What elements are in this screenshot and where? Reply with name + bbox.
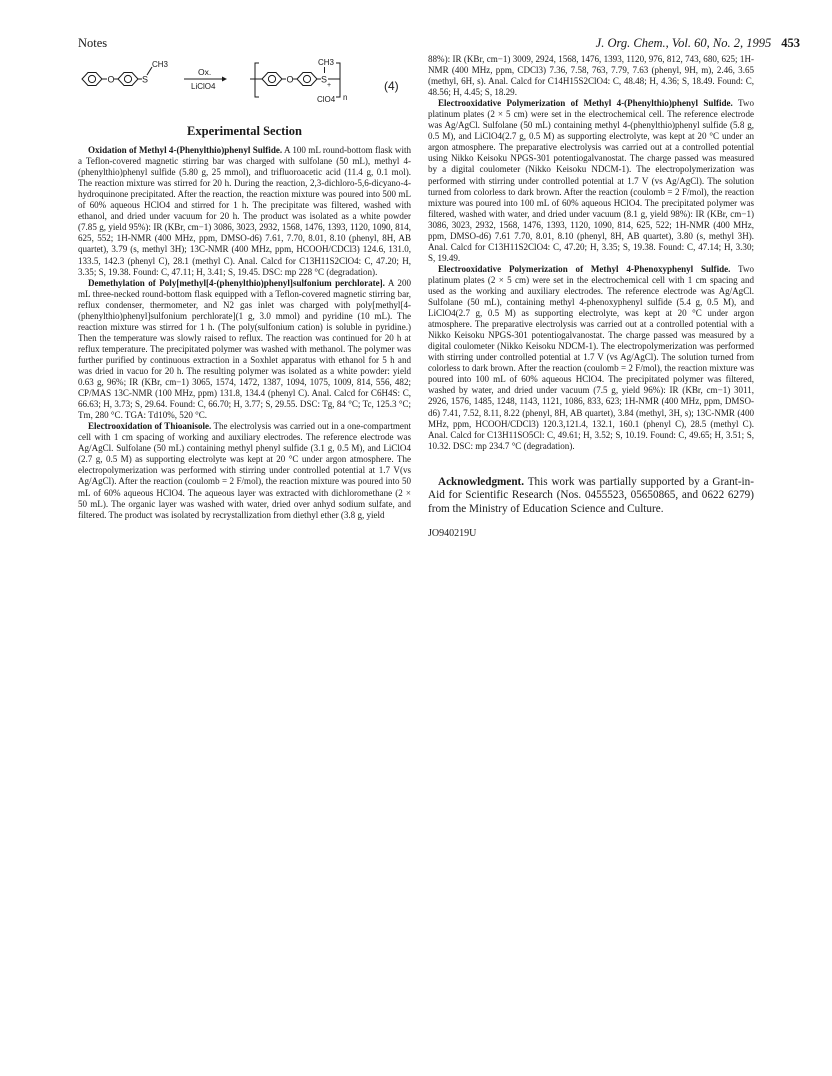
aromatic-circle-1 xyxy=(88,75,95,82)
paragraph-body: Two platinum plates (2 × 5 cm) were set in the electrochemical cell. The reference electrode was Ag/AgCl. Sulfolane (50 mL) containing methyl 4-(phenylthio)phenyl sulfide (5.8 g, 0.5 M), and LiClO4(2.7 g, 0.5 M) as supporting electrolyte, was kept at 20 °C under an argon atmosphere. The preparative electrolysis was carried out at a controlled potential using Nikko Keisoku NPGS-301 potentiogalvanostat. The charge passed was measured by a digital coulometer (Nikko Keisoku NDCM-1). The electropolymerization was performed with stirring under controlled potential at 1.7 V (vs Ag/AgCl). The solution turned from colorless to dark brown. After the reaction (coulomb = 2 F/mol), the reaction mixture was poured into 100 mL of 60% aqueous HClO4. The precipitated polymer was filtered, washed with water, and dried under vacuum (8.1 g, yield 98%): IR (KBr, cm−1) 3086, 3023, 2932, 1568, 1476, 1393, 1120, 1090, 814, 625, 522; 1H-NMR (400 MHz, ppm, DMSO-d6) 7.61 7.70, 8.01, 8.10 (phenyl, 8H, AB quartet), 3.80 (s, methyl 3H). Anal. Calcd for C13H11S2ClO4: C, 47.20; H, 3.35; S, 19.38. Found: C, 47.14; H, 3.30; S, 19.49. xyxy=(428,98,754,263)
manuscript-code: JO940219U xyxy=(428,528,477,540)
page-number: 453 xyxy=(781,36,800,50)
sulfur-label-left: S xyxy=(142,74,149,85)
paragraph-title: Demethylation of Poly[methyl[4-(phenylthio)phenyl]sulfonium perchlorate]. xyxy=(88,277,385,288)
benzene-ring-2 xyxy=(118,73,138,86)
bracket-right xyxy=(336,63,340,97)
paragraph-title: Oxidation of Methyl 4-(Phenylthio)phenyl Sulfide. xyxy=(88,145,283,156)
reaction-arrow-head xyxy=(222,77,227,82)
paragraph-demethylation xyxy=(78,278,411,422)
methyl-label-left: CH3 xyxy=(152,60,169,69)
repeat-index: n xyxy=(343,93,348,102)
oxygen-label-left: O xyxy=(107,74,115,85)
paragraph-title: Electrooxidation of Thioanisole. xyxy=(88,421,212,432)
right-column xyxy=(428,54,754,540)
perchlorate-counterion: ClO4 xyxy=(317,95,336,104)
paragraph-polymerization-phenoxy xyxy=(428,264,754,452)
acknowledgment xyxy=(428,476,754,517)
paragraph-body: The electrolysis was carried out in a one-compartment cell with 1 cm spacing of working and auxiliary electrodes. The reference electrode was Ag/AgCl. Sulfolane (50 mL) containing methyl phenyl sulfide (3.1 g, 0.5 M), and LiClO4 (2.7 g, 0.5 M) as supporting electrolyte was kept at 20 °C under argon atmosphere. The electropolymerization was performed with stirring under controlled potential at 1.7 V(vs Ag/AgCl). After the reaction (coulomb = 2 F/mol), the reaction mixture was poured into 50 mL of 60% aqueous HClO4. The aqueous layer was extracted with dichloromethane (2 × 50 mL). The organic layer was washed with water, dried over anhyd sodium sulfate, and filtered. The product was isolated by recrystallization from diethyl ether (3.8 g, yield xyxy=(78,421,411,520)
aromatic-circle-2 xyxy=(124,75,131,82)
paragraph-electrooxidation-thioanisole xyxy=(78,421,411,520)
section-heading: Experimental Section xyxy=(187,124,302,138)
benzene-ring-1 xyxy=(82,73,102,86)
running-head-section: Notes xyxy=(78,36,108,50)
paragraph-body: A 200 mL three-necked round-bottom flask equipped with a Teflon-covered magnetic stirring bar, reflux condenser, thermometer, and N2 gas inlet was charged with poly[methyl[4-(phenylthio)phenyl]sulfonium perchlorate](1 g, 3.0 mmol) and pyridine (10 mL). The reaction mixture was stirred for 1 h. (The poly(sulfonium cation) is soluble in pyridine.) Then the temperature was slowly raised to reflux. The reaction was continued for 20 h at reflux temperature. The precipitated polymer was washed with methanol. The polymer was further purified by continuous extraction in a Soxhlet apparatus with ethanol for 5 h and was dried in vacuo for 20 h. The resulting polymer was isolated as a white powder: yield 0.63 g, 96%; IR (KBr, cm−1) 3065, 1574, 1472, 1387, 1094, 1075, 1009, 814, 556, 482; CP/MAS 13C-NMR (100 MHz, ppm) 131.8, 134.4 (phenyl C). Anal. Calcd for C6H4S: C, 66.63; H, 3.73; S, 29.64. Found: C, 66.70; H, 3.77; S, 29.55. DSC: Tg, 84 °C; Tc, 125.3 °C; Tm, 280 °C. TGA: Td10%, 520 °C. xyxy=(78,277,411,421)
sulfonium-label: S xyxy=(321,74,328,85)
paragraph-title: Electrooxidative Polymerization of Methyl 4-(Phenylthio)phenyl Sulfide. xyxy=(438,98,733,109)
reaction-scheme xyxy=(78,54,411,120)
polymer-ring-1 xyxy=(262,73,282,86)
paragraph-body: Two platinum plates (2 × 5 cm) were set in the electrochemical cell with 1 cm spacing and used as the working and auxiliary electrodes. The reference electrode was Ag/AgCl. Sulfolane (50 mL), containing methyl 4-phenoxyphenyl sulfide (5.4 g, 0.5 M), and LiClO4(2.7 g, 0.5 M) as supporting electrolyte, was kept at 20 °C under argon atmosphere. The preparative electrolysis was carried out at a controlled potential with a Nikko Keisoku NPGS-301 potentiogalvanostat. The charge passed was measured by a digital coulometer (Nikko Keisoku NDCM-1). The electropolymerization was performed with stirring under controlled potential at 1.7 V (vs Ag/AgCl). The solution turned from colorless to dark brown. After the reaction (coulomb = 2 F/mol), the reaction mixture was poured into 100 mL of 60% aqueous HClO4. The precipitated polymer was filtered, washed by water, and dried under vacuum (7.5 g, yield 96%): IR (KBr, cm−1) 3011, 2926, 1576, 1485, 1248, 1143, 1121, 1086, 833, 623; 1H-NMR (400 MHz, ppm, DMSO-d6) 7.41, 7.52, 8.11, 8.22 (phenyl, 8H, AB quartet), 3.84 (methyl, 3H, s); 13C-NMR (400 MHz, ppm, HCOOH/CDCl3) 120.3,121.4, 132.1, 160.1 (phenyl C), 28.5 (methyl C). Anal. Calcd for C13H11SO5Cl: C, 49.61; H, 3.52; S, 10.19. Found: C, 49.65; H, 3.51; S, 10.32. DSC: mp 234.7 °C (degradation). xyxy=(428,263,754,451)
polymer-ring-2 xyxy=(297,73,317,86)
positive-charge: + xyxy=(327,82,332,89)
paragraph-polymerization-phenylthio xyxy=(428,98,754,264)
methyl-label-right: CH3 xyxy=(318,58,335,67)
journal-citation: J. Org. Chem., Vol. 60, No. 2, 1995 xyxy=(595,36,772,50)
paragraph-title: Electrooxidative Polymerization of Methyl 4-Phenoxyphenyl Sulfide. xyxy=(438,263,731,274)
polymer-aromatic-circle-1 xyxy=(268,75,275,82)
paragraph-continuation: 88%): IR (KBr, cm−1) 3009, 2924, 1568, 1476, 1393, 1120, 976, 812, 743, 680, 625; 1H-NMR (400 MHz, ppm, CDCl3) 7.36, 7.58, 763, 7.79, 7.63 (phenyl, 9H, m), 2.46, 3.65 (methyl, 6H, s). Anal. Calcd for C14H15S2ClO4: C, 48.48; H, 4.36; S, 18.49. Found: C, 48.56; H, 4.45; S, 18.29. xyxy=(428,54,754,98)
acknowledgment-body: This work was partially supported by a Grant-in-Aid for Scientific Research (Nos. 0455523, 05650865, and 0622 6279) from the Ministry of Education Science and Culture. xyxy=(428,475,754,515)
reaction-scheme-drawing xyxy=(78,54,411,120)
oxygen-label-right: O xyxy=(286,74,294,85)
equation-number: (4) xyxy=(384,79,399,93)
paragraph-body: A 100 mL round-bottom flask with a Teflon-covered magnetic stirring bar was charged with sulfolane (50 mL), methyl 4-(phenylthio)phenyl sulfide (5.80 g, 25 mmol), and trifluoroacetic acid (11.4 g, 0.1 mol). The reaction mixture was stirred for 20 h. During the reaction, 2,3-dichloro-5,6-dicyano-4-hydroquinone precipitated. After the reaction, the reaction mixture was poured into 500 mL of 60% aqueous HClO4 and stirred for 1 h. The precipitate was filtered, washed with ethanol, and dried under vacuum for 20 h. The product was isolated as a white powder (7.85 g, yield 95%): IR (KBr, cm−1) 3086, 3023, 2932, 1568, 1476, 1393, 1120, 1090, 814, 625, 552; 1H-NMR (400 MHz, ppm, DMSO-d6) 7.61, 7.70, 8.01, 8.10 (phenyl, 8H, AB quartet), 3.79 (s, methyl 3H); 13C-NMR (400 MHz, ppm, HCOOH/CDCl3) 124.6, 131.0, 133.5, 142.3 (phenyl C), 28.1 (methyl C). Anal. Calcd for C13H11S2ClO4: C, 47.20; H, 3.35; S, 19.38. Found: C, 47.11; H, 3.41; S, 19.45. DSC: mp 228 °C (degradation). xyxy=(78,145,412,277)
running-head-journal xyxy=(596,36,800,51)
paragraph-oxidation xyxy=(78,145,411,278)
left-column xyxy=(78,54,411,521)
reagent-lithium-perchlorate: LiClO4 xyxy=(191,82,216,91)
bracket-left xyxy=(255,63,259,97)
polymer-aromatic-circle-2 xyxy=(303,75,310,82)
acknowledgment-title: Acknowledgment. xyxy=(438,475,525,488)
reagent-oxidant: Ox. xyxy=(198,67,212,77)
